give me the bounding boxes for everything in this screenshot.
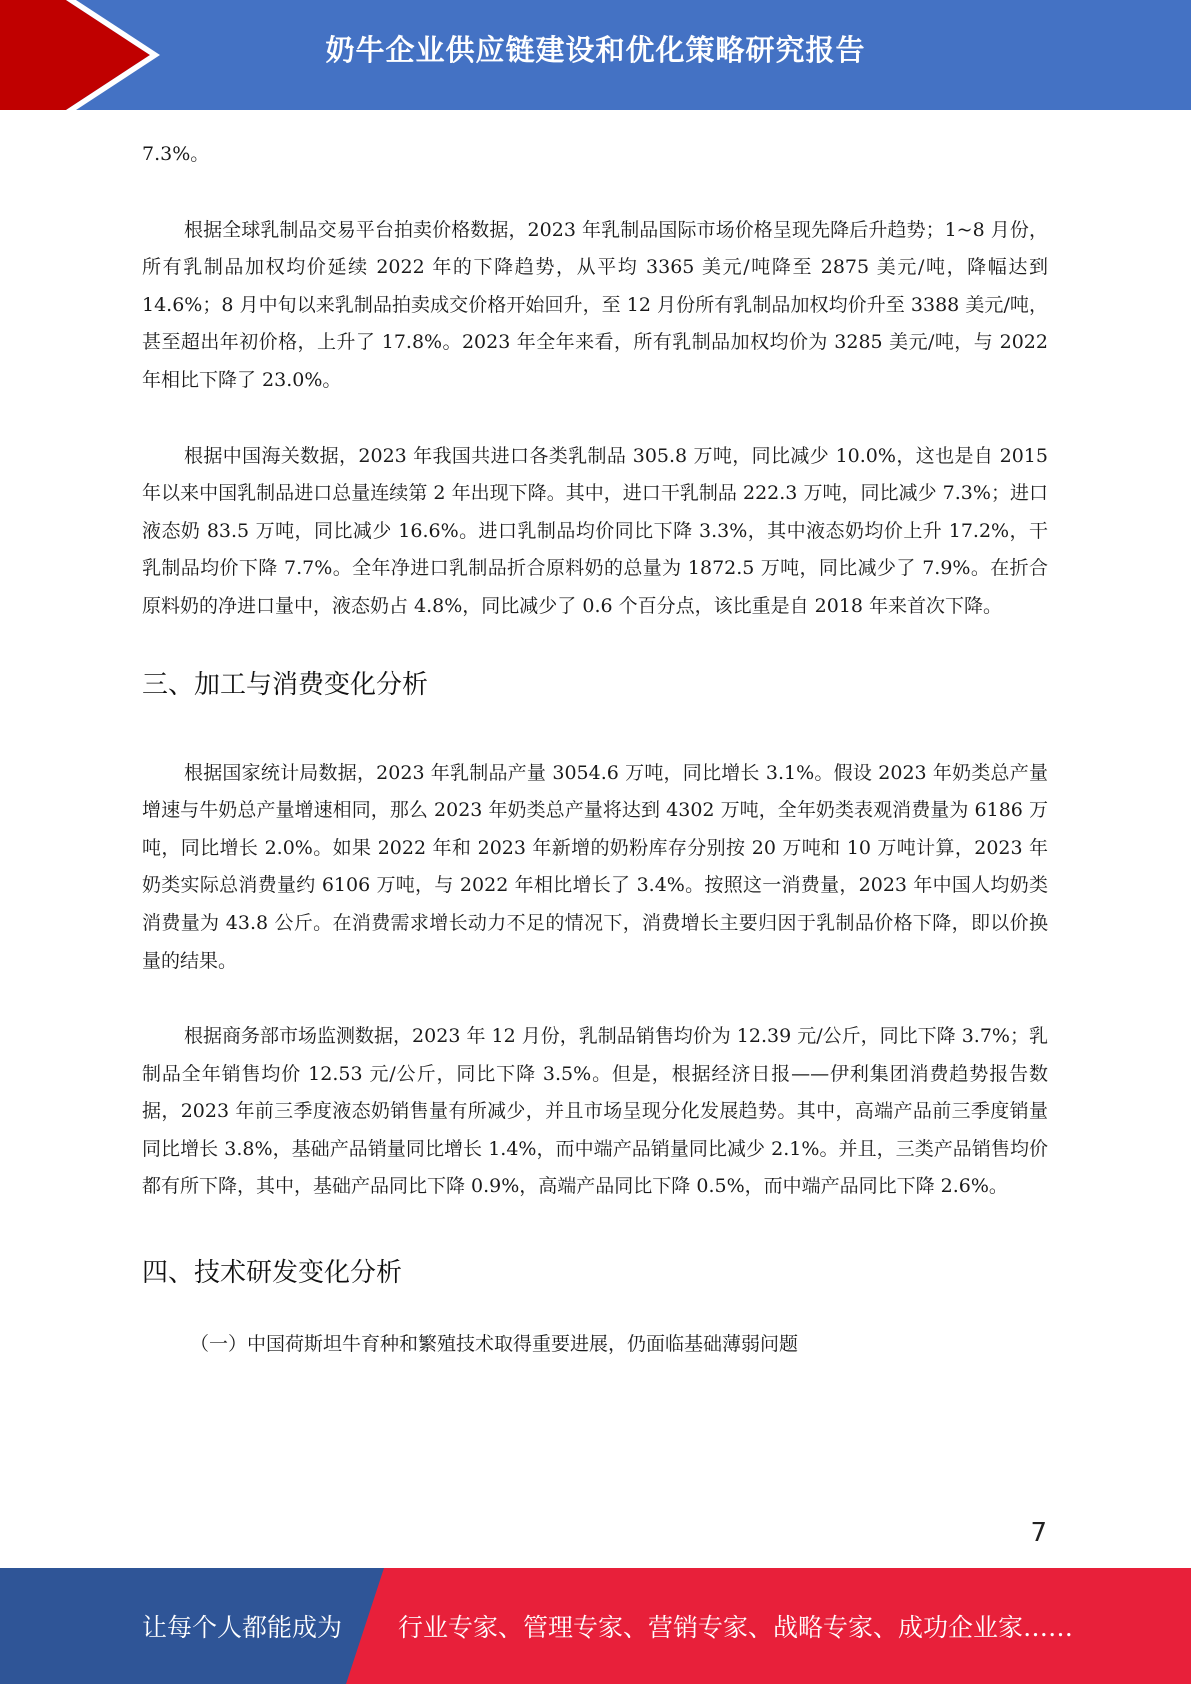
page-number: 7 [1030,1518,1047,1548]
paragraph-consumption: 根据国家统计局数据，2023 年乳制品产量 3054.6 万吨，同比增长 3.1%。假设 2023 年奶类总产量增速与牛奶总产量增速相同，那么 2023 年奶类总产量将达到 4302 万吨，全年奶类表观消费量为 6186 万吨，同比增长 2.0%。如果 2022 年和 2023 年新增的奶粉库存分别按 20 万吨和 10 万吨计算，2023 年奶类实际总消费量约 6106 万吨，与 2022 年相比增长了 3.4%。按照这一消费量，2023 年中国人均奶类消费量为 43.8 公斤。在消费需求增长动力不足的情况下，消费增长主要归因于乳制品价格下降，即以价换量的结果。 [142,761,1048,972]
paragraph-market-monitoring: 根据商务部市场监测数据，2023 年 12 月份，乳制品销售均价为 12.39 元/公斤，同比下降 3.7%；乳制品全年销售均价 12.53 元/公斤，同比下降 3.5%。但是，根据经济日报——伊利集团消费趋势报告数据，2023 年前三季度液态奶销售量有所减少，并且市场呈现分化发展趋势。其中，高端产品前三季度销量同比增长 3.8%，基础产品销量同比增长 1.4%，而中端产品销量同比减少 2.1%。并且，三类产品销售均价都有所下降，其中，基础产品同比下降 0.9%，高端产品同比下降 0.5%，而中端产品同比下降 2.6%。 [142,1025,1048,1198]
paragraph-global-prices: 根据全球乳制品交易平台拍卖价格数据，2023 年乳制品国际市场价格呈现先降后升趋势；1~8 月份，所有乳制品加权均价延续 2022 年的下降趋势，从平均 3365 美元/吨降至 2875 美元/吨，降幅达到 14.6%；8 月中旬以来乳制品拍卖成交价格开始回升，至 12 月份所有乳制品加权均价升至 3388 美元/吨，甚至超出年初价格，上升了 17.8%。2023 年全年来看，所有乳制品加权均价为 3285 美元/吨，与 2022 年相比下降了 23.0%。 [142,218,1048,391]
footer-slogan-right: 行业专家、管理专家、营销专家、战略专家、成功企业家…… [398,1613,1074,1642]
section-heading-rnd: 四、技术研发变化分析 [142,1258,403,1289]
header-bar [0,0,1191,110]
report-title: 奶牛企业供应链建设和优化策略研究报告 [325,33,866,67]
footer-bar [0,1568,1191,1684]
paragraph-imports: 根据中国海关数据，2023 年我国共进口各类乳制品 305.8 万吨，同比减少 10.0%，这也是自 2015 年以来中国乳制品进口总量连续第 2 年出现下降。其中，进口干乳制品 222.3 万吨，同比减少 7.3%；进口液态奶 83.5 万吨，同比减少 16.6%。进口乳制品均价同比下降 3.3%，其中液态奶均价上升 17.2%，干乳制品均价下降 7.7%。全年净进口乳制品折合原料奶的总量为 1872.5 万吨，同比减少了 7.9%。在折合原料奶的净进口量中，液态奶占 4.8%，同比减少了 0.6 个百分点，该比重是自 2018 年来首次下降。 [142,444,1048,617]
document-body [142,136,1048,1356]
paragraph-continuation: 7.3%。 [142,143,210,165]
footer-slogan-left: 让每个人都能成为 [142,1613,343,1642]
subheading-holstein-breeding: （一）中国荷斯坦牛育种和繁殖技术取得重要进展，仍面临基础薄弱问题 [190,1333,799,1356]
section-heading-processing-consumption: 三、加工与消费变化分析 [142,669,429,700]
